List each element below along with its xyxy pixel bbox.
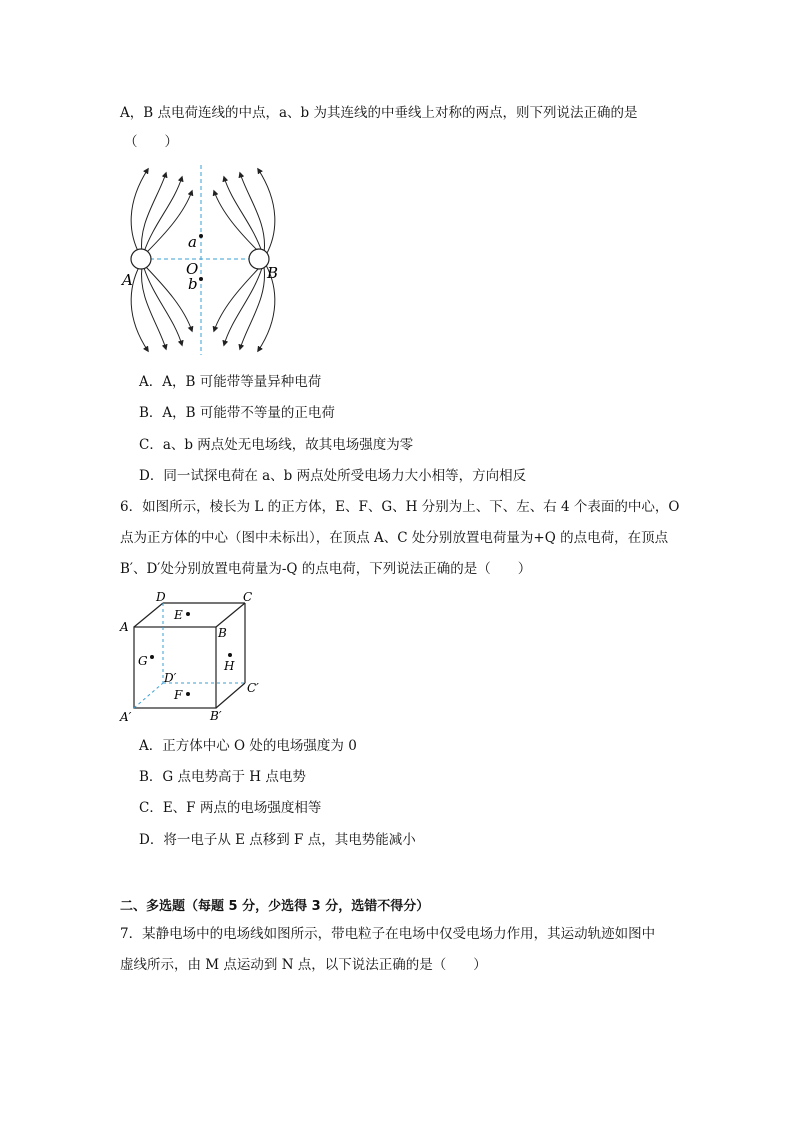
q6-option-b: B．G 点电势高于 H 点电势	[139, 769, 306, 785]
q5-option-c: C．a、b 两点处无电场线，故其电场强度为零	[139, 437, 414, 453]
q6-option-a: A．正方体中心 O 处的电场强度为 0	[139, 738, 357, 754]
q6-stem-line3: B′、D′处分别放置电荷量为-Q 的点电荷，下列说法正确的是（ ）	[120, 561, 532, 577]
label-O: O	[186, 260, 199, 278]
q6-stem-line1: 6．如图所示，棱长为 L 的正方体，E、F、G、H 分别为上、下、左、右 4 个表面的中心，O	[120, 499, 680, 515]
label-D: D	[156, 590, 166, 604]
label-E: E	[174, 608, 183, 622]
q5-stem-line2: （ ）	[124, 134, 178, 150]
field-lines-figure	[118, 163, 288, 358]
section-title: 二、多选题（每题 5 分，少选得 3 分，选错不得分）	[120, 899, 430, 914]
label-A-prime: A′	[120, 710, 132, 724]
label-G: G	[138, 654, 148, 668]
q6-option-c: C．E、F 两点的电场强度相等	[139, 800, 322, 816]
label-b: b	[188, 275, 198, 293]
cube-figure	[118, 590, 268, 725]
q5-option-d: D．同一试探电荷在 a、b 两点处所受电场力大小相等，方向相反	[139, 468, 527, 484]
label-B: B	[267, 264, 279, 282]
label-B: B	[218, 626, 227, 640]
q6-option-d: D．将一电子从 E 点移到 F 点，其电势能减小	[139, 832, 416, 848]
label-B-prime: B′	[210, 709, 222, 723]
label-A: A	[120, 620, 129, 634]
label-C: C	[243, 590, 253, 604]
q6-stem-line2: 点为正方体的中心（图中未标出），在顶点 A、C 处分别放置电荷量为+Q 的点电荷，在顶点	[120, 530, 669, 546]
label-A: A	[122, 271, 133, 289]
q5-option-b: B．A，B 可能带不等量的正电荷	[139, 405, 335, 421]
q7-stem-line1: 7．某静电场中的电场线如图所示，带电粒子在电场中仅受电场力作用，其运动轨迹如图中	[120, 926, 656, 942]
q5-stem-line1: A，B 点电荷连线的中点，a、b 为其连线的中垂线上对称的两点，则下列说法正确的是	[120, 105, 638, 121]
label-H: H	[224, 659, 235, 673]
label-F: F	[174, 688, 183, 702]
label-D-prime: D′	[164, 671, 177, 685]
q5-option-a: A．A，B 可能带等量异种电荷	[139, 374, 322, 390]
label-C-prime: C′	[247, 681, 259, 695]
q7-stem-line2: 虚线所示，由 M 点运动到 N 点，以下说法正确的是（ ）	[120, 957, 487, 973]
label-a: a	[188, 233, 197, 251]
